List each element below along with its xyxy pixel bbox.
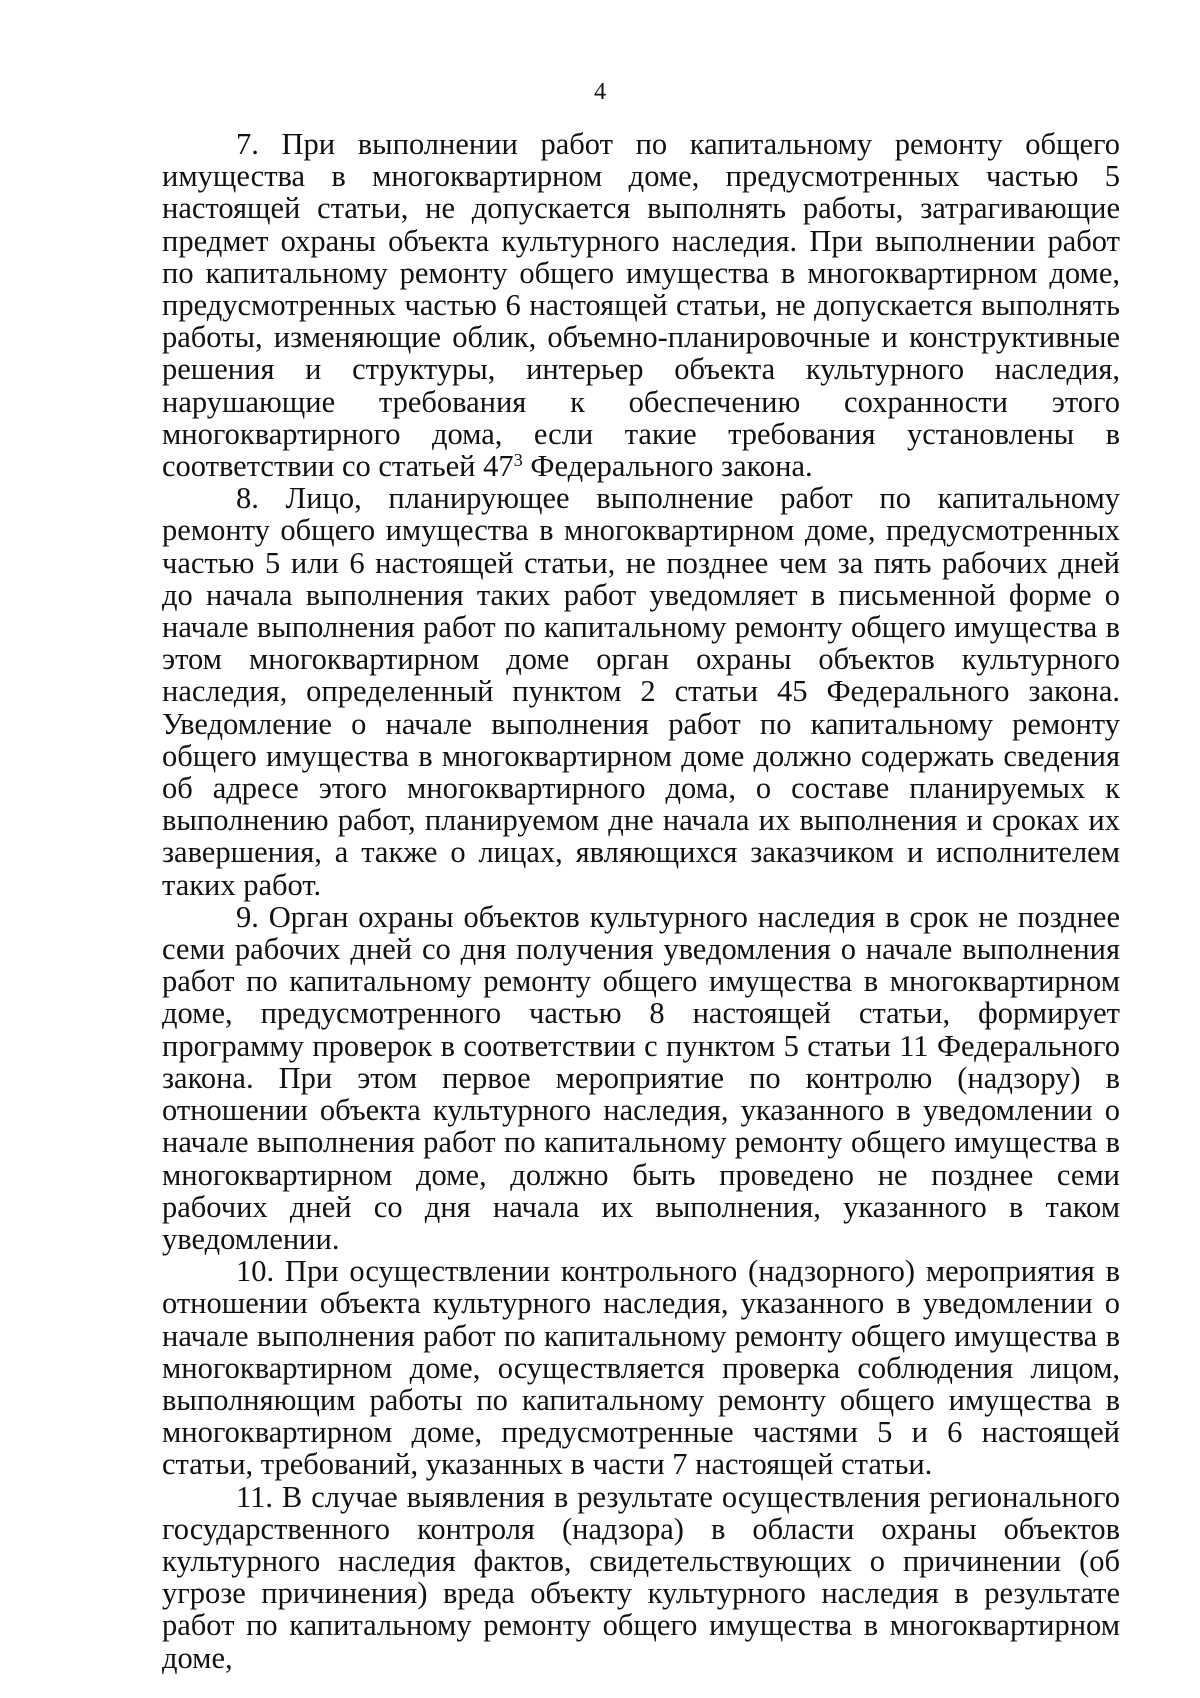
paragraph-10: 10. При осуществлении контрольного (надзорного) мероприятия в отношении объекта культурного наследия, указанного в уведомлении о начале выполнения работ по капитальному ремонту общего имущества в многоквартирном доме, осуществляется проверка соблюдения лицом, выполняющим работы по капитальному ремонту общего имущества в многоквартирном доме, предусмотренные частями 5 и 6 настоящей статьи, требований, указанных в части 7 настоящей статьи. (162, 1254, 1120, 1482)
document-body (162, 128, 1120, 1674)
paragraph-11: 11. В случае выявления в результате осуществления регионального государственного контроля (надзора) в области охраны объектов культурного наследия фактов, свидетельствующих о причинении (об угрозе причинения) вреда объекту культурного наследия в результате работ по капитальному ремонту общего имущества в многоквартирном доме, (162, 1479, 1120, 1675)
page-number: 4 (594, 79, 606, 105)
paragraph-9: 9. Орган охраны объектов культурного наследия в срок не позднее семи рабочих дней со дня получения уведомления о начале выполнения работ по капитальному ремонту общего имущества в многоквартирном доме, предусмотренного частью 8 настоящей статьи, формирует программу проверок в соответствии с пунктом 5 статьи 11 Федерального закона. При этом первое мероприятие по контролю (надзору) в отношении объекта культурного наследия, указанного в уведомлении о начале выполнения работ по капитальному ремонту общего имущества в многоквартирном доме, должно быть проведено не позднее семи рабочих дней со дня начала их выполнения, указанного в таком уведомлении. (162, 899, 1120, 1256)
paragraph-7-superscript: 3 (513, 449, 523, 470)
paragraph-8: 8. Лицо, планирующее выполнение работ по капитальному ремонту общего имущества в многоквартирном доме, предусмотренных частью 5 или 6 настоящей статьи, не позднее чем за пять рабочих дней до начала выполнения таких работ уведомляет в письменной форме о начале выполнения работ по капитальному ремонту общего имущества в этом многоквартирном доме орган охраны объектов культурного наследия, определенный пунктом 2 статьи 45 Федерального закона. Уведомление о начале выполнения работ по капитальному ремонту общего имущества в многоквартирном доме должно содержать сведения об адресе этого многоквартирного дома, о составе планируемых к выполнению работ, планируемом дне начала их выполнения и сроках их завершения, а также о лицах, являющихся заказчиком и исполнителем таких работ. (162, 481, 1120, 902)
paragraph-7 (162, 128, 1120, 482)
paragraph-7-text-end: Федерального закона. (522, 449, 813, 484)
paragraph-7-text: 7. При выполнении работ по капитальному ремонту общего имущества в многоквартирном доме, предусмотренных частью 5 настоящей статьи, не допускается выполнять работы, затрагивающие предмет охраны объекта культурного наследия. При выполнении работ по капитальному ремонту общего имущества в многоквартирном доме, предусмотренных частью 6 настоящей статьи, не допускается выполнять работы, изменяющие облик, объемно-планировочные и конструктивные решения и структуры, интерьер объекта культурного наследия, нарушающие требования к обеспечению сохранности этого многоквартирного дома, если такие требования установлены в соответствии со статьей 47 (162, 127, 1120, 484)
